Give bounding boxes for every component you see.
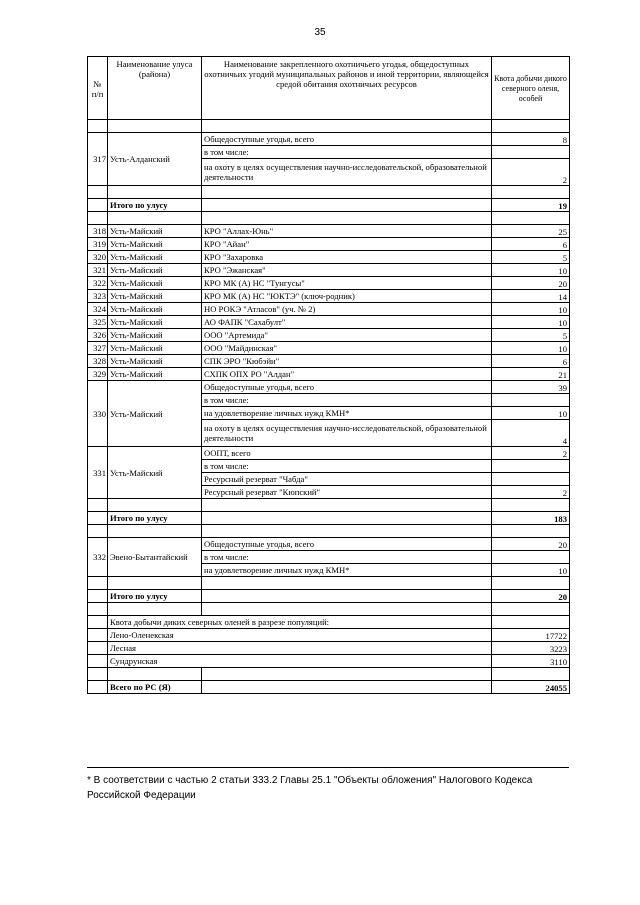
population-name: Лено-Оленекская [108, 629, 492, 642]
table-row [88, 251, 570, 264]
quota-value: 10 [492, 264, 570, 277]
header-land: Наименование закрепленного охотничьего угодья, общедоступных охотничьих угодий муниципальных районов и иной территории, являющейся средой обитания охотничьих ресурсов [202, 57, 492, 120]
land-name: ООПТ, всего [202, 447, 492, 460]
quota-value: 10 [492, 342, 570, 355]
population-row [88, 655, 570, 668]
quota-table [87, 56, 570, 694]
row-number: 331 [88, 447, 108, 499]
land-name: Общедоступные угодья, всего [202, 538, 492, 551]
quota-value: 10 [492, 407, 570, 420]
row-number: 318 [88, 225, 108, 238]
land-name: в том числе: [202, 394, 492, 407]
land-name: на удовлетворение личных нужд КМН* [202, 564, 492, 577]
land-name: ООО "Майдинская" [202, 342, 492, 355]
quota-value: 6 [492, 238, 570, 251]
land-name: КРО "Эжанская" [202, 264, 492, 277]
population-row [88, 642, 570, 655]
quota-value: 10 [492, 316, 570, 329]
population-name: Лесная [108, 642, 492, 655]
population-quota: 3110 [492, 655, 570, 668]
land-name: Ресурсный резерват "Кюпский" [202, 486, 492, 499]
land-name: в том числе: [202, 551, 492, 564]
land-name: НО РОКЭ "Атласов" (уч. № 2) [202, 303, 492, 316]
quota-value: 14 [492, 290, 570, 303]
table-row [88, 277, 570, 290]
quota-value: 2 [492, 159, 570, 186]
district-name: Усть-Майский [108, 238, 202, 251]
land-name: КРО МК (А) НС "Тунгусы" [202, 277, 492, 290]
header-no: № п/п [88, 57, 108, 120]
population-quota: 3223 [492, 642, 570, 655]
total-value: 20 [492, 590, 570, 603]
district-name: Усть-Майский [108, 329, 202, 342]
row-number: 324 [88, 303, 108, 316]
total-label: Итого по улусу [108, 590, 202, 603]
population-quota: 17722 [492, 629, 570, 642]
district-name: Усть-Майский [108, 251, 202, 264]
district-name: Эвено-Бытантайский [108, 538, 202, 577]
row-number: 329 [88, 368, 108, 381]
total-label: Итого по улусу [108, 512, 202, 525]
district-name: Усть-Майский [108, 355, 202, 368]
row-number: 319 [88, 238, 108, 251]
header-district: Наименование улуса (района) [108, 57, 202, 120]
land-name: КРО "Айан" [202, 238, 492, 251]
district-name: Усть-Майский [108, 290, 202, 303]
row-number: 332 [88, 538, 108, 577]
quota-value: 39 [492, 381, 570, 394]
land-name: Общедоступные угодья, всего [202, 381, 492, 394]
quota-value: 4 [492, 420, 570, 447]
district-total-row [88, 199, 570, 212]
quota-value: 8 [492, 133, 570, 146]
quota-value: 6 [492, 355, 570, 368]
land-name: на охоту в целях осуществления научно-исследовательской, образовательной деятельности [202, 420, 492, 447]
quota-value: 10 [492, 564, 570, 577]
land-name: СХПК ОПХ РО "Алдан" [202, 368, 492, 381]
grand-total-value: 24055 [492, 681, 570, 694]
population-name: Сундрунская [108, 655, 492, 668]
row-number: 327 [88, 342, 108, 355]
row-number: 317 [88, 133, 108, 186]
district-total-row [88, 512, 570, 525]
summary-caption-row [88, 616, 570, 629]
population-row [88, 629, 570, 642]
table-row [88, 316, 570, 329]
row-number: 320 [88, 251, 108, 264]
district-name: Усть-Майский [108, 264, 202, 277]
district-total-row [88, 590, 570, 603]
district-name: Усть-Майский [108, 368, 202, 381]
district-name: Усть-Майский [108, 342, 202, 355]
table-row [88, 225, 570, 238]
district-name: Усть-Майский [108, 316, 202, 329]
district-name: Усть-Майский [108, 303, 202, 316]
quota-value: 2 [492, 486, 570, 499]
row-number: 323 [88, 290, 108, 303]
land-name: в том числе: [202, 146, 492, 159]
quota-value: 25 [492, 225, 570, 238]
land-name: на охоту в целях осуществления научно-исследовательской, образовательной деятельности [202, 159, 492, 186]
table-row [88, 355, 570, 368]
table-row [88, 264, 570, 277]
table-row [88, 329, 570, 342]
summary-caption: Квота добычи диких северных оленей в разрезе популяций: [108, 616, 492, 629]
district-name: Усть-Майский [108, 277, 202, 290]
quota-value: 2 [492, 447, 570, 460]
table-row [88, 290, 570, 303]
land-name: СПК ЭРО "Кюбэйи" [202, 355, 492, 368]
row-number: 325 [88, 316, 108, 329]
row-number: 321 [88, 264, 108, 277]
total-value: 19 [492, 199, 570, 212]
land-name: КРО МК (А) НС "ЮКТЭ" (ключ-родник) [202, 290, 492, 303]
land-name: Ресурсный резерват "Чабда" [202, 473, 492, 486]
quota-value: 5 [492, 251, 570, 264]
row-number: 326 [88, 329, 108, 342]
table-header [88, 57, 570, 120]
total-label: Итого по улусу [108, 199, 202, 212]
header-quota: Квота добычи дикого северного оленя, особей [492, 57, 570, 120]
row-number: 322 [88, 277, 108, 290]
table-row [88, 303, 570, 316]
row-number: 328 [88, 355, 108, 368]
quota-value: 20 [492, 277, 570, 290]
quota-value: 10 [492, 303, 570, 316]
land-name: в том числе: [202, 460, 492, 473]
row-number: 330 [88, 381, 108, 447]
table-row [88, 538, 570, 551]
page-number: 35 [314, 27, 326, 38]
footnote: * В соответствии с частью 2 статьи 333.2 Главы 25.1 "Объекты обложения" Налогового Кодекса Российской Федерации [87, 767, 569, 803]
table-row [88, 381, 570, 394]
grand-total-label: Всего по РС (Я) [108, 681, 202, 694]
table-row [88, 368, 570, 381]
district-name: Усть-Майский [108, 381, 202, 447]
land-name: Общедоступные угодья, всего [202, 133, 492, 146]
land-name: КРО "Аллах-Юнь" [202, 225, 492, 238]
district-name: Усть-Алданский [108, 133, 202, 186]
district-name: Усть-Майский [108, 447, 202, 499]
quota-value: 5 [492, 329, 570, 342]
table-row [88, 238, 570, 251]
land-name: ООО "Артемида" [202, 329, 492, 342]
table-row [88, 342, 570, 355]
table-row [88, 447, 570, 460]
land-name: АО ФАПК "Сахабулт" [202, 316, 492, 329]
district-name: Усть-Майский [108, 225, 202, 238]
grand-total-row [88, 681, 570, 694]
total-value: 183 [492, 512, 570, 525]
quota-value: 20 [492, 538, 570, 551]
land-name: на удовлетворение личных нужд КМН* [202, 407, 492, 420]
table-row [88, 133, 570, 146]
quota-value: 21 [492, 368, 570, 381]
land-name: КРО "Захаровка [202, 251, 492, 264]
